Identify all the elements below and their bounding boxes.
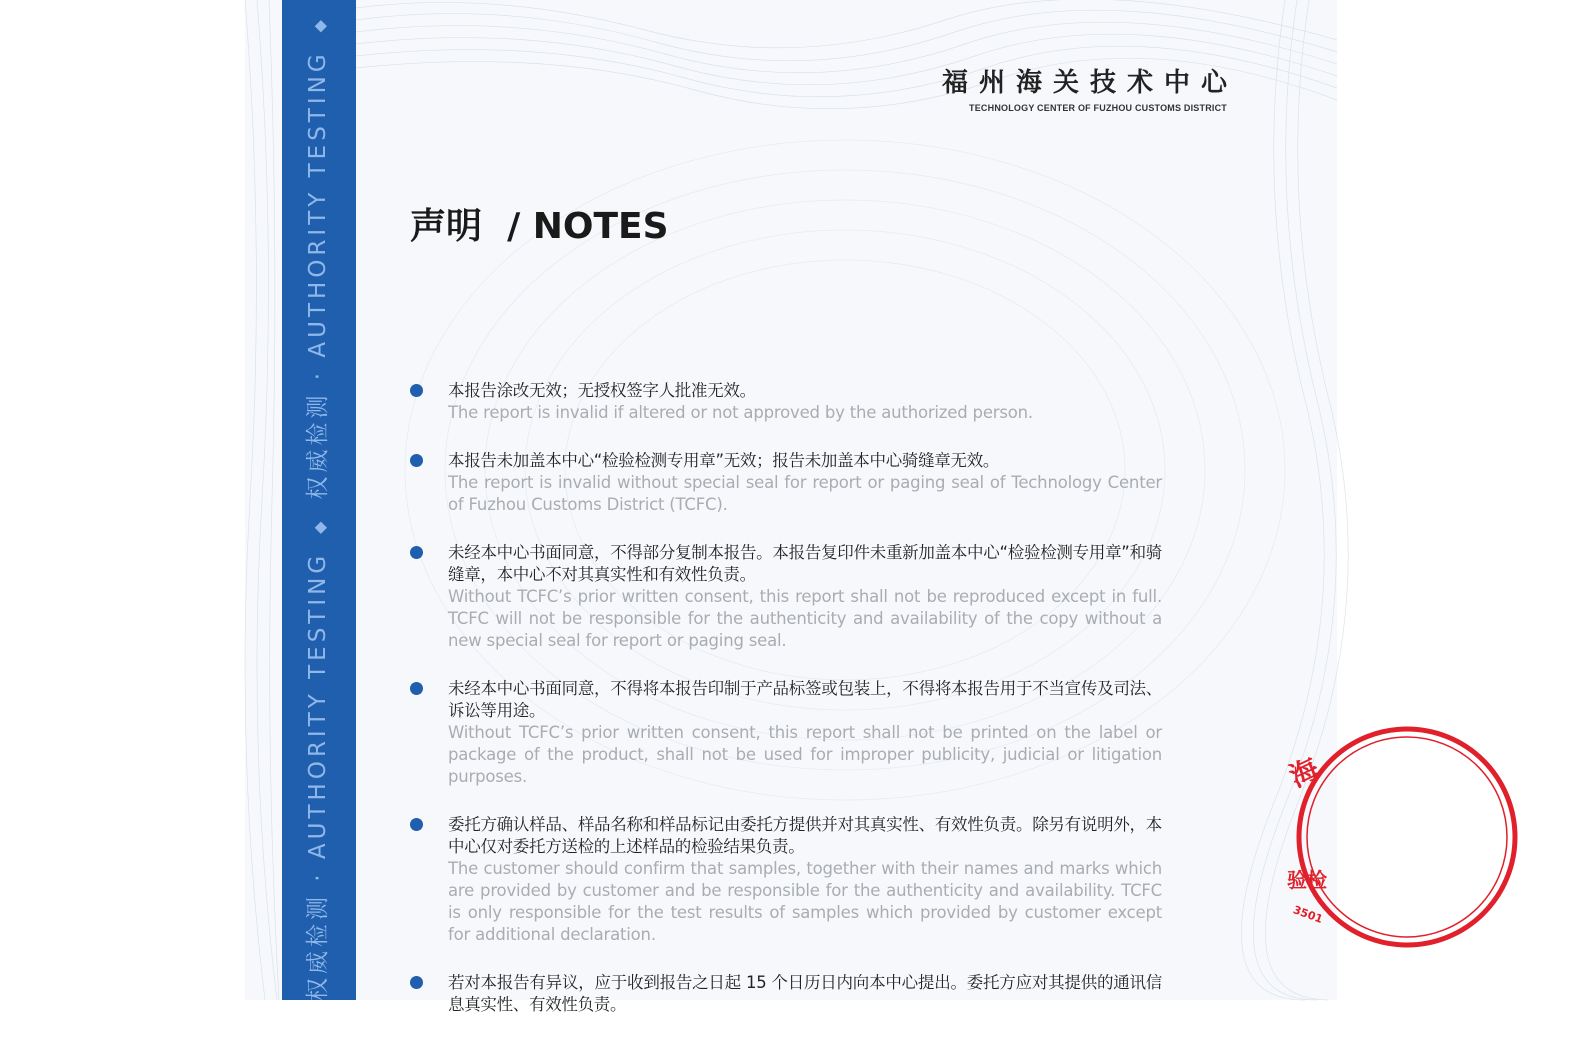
org-logo: [941, 62, 1238, 113]
report-notes-page: [245, 0, 1337, 1014]
note-text-en: The report is invalid without special seal for report or paging seal of Technology Center of Fuzhou Customs District (TCFC).: [448, 473, 1162, 514]
seal-text-mid: 验检: [1287, 868, 1327, 892]
note-text-en: The customer should confirm that samples, together with their names and marks which are provided by customer and be responsible for the authenticity and availability. TCFC is only responsible for the test results of samples which provided by customer except for additional declaration.: [448, 859, 1162, 944]
note-item: [410, 814, 1162, 946]
page-title: 声明 / NOTES: [410, 206, 669, 247]
bullet-icon: [410, 976, 423, 989]
notes-list: [410, 380, 1162, 1042]
band-text: [303, 1, 335, 1001]
authority-testing-band: [282, 0, 356, 1000]
note-item: [410, 972, 1162, 1016]
band-label-1: 权威检测 · AUTHORITY TESTING: [305, 551, 331, 1001]
seal-char-top: 海: [1284, 751, 1324, 794]
note-text-cn: 本报告涂改无效；无授权签字人批准无效。: [448, 381, 756, 400]
org-name-cn: 福州海关技术中心: [941, 68, 1238, 98]
note-text-cn: 委托方确认样品、样品名称和样品标记由委托方提供并对其真实性、有效性负责。除另有说明外，本中心仅对委托方送检的上述样品的检验结果负责。: [448, 815, 1162, 856]
note-item: [410, 678, 1162, 788]
note-text-cn: 若对本报告有异议，应于收到报告之日起 15 个日历日内向本中心提出。委托方应对其提供的通讯信息真实性、有效性负责。: [448, 973, 1162, 1014]
note-text-en: Without TCFC’s prior written consent, this report shall not be printed on the label or package of the product, shall not be used for improper publicity, judicial or litigation purposes.: [448, 723, 1162, 786]
band-label-2: 权威检测 · AUTHORITY TESTING: [305, 50, 331, 500]
bullet-icon: [410, 818, 423, 831]
bullet-icon: [410, 454, 423, 467]
note-text-cn: 未经本中心书面同意，不得将本报告印制于产品标签或包装上，不得将本报告用于不当宣传及司法、诉讼等用途。: [448, 679, 1162, 720]
note-text-cn: 未经本中心书面同意，不得部分复制本报告。本报告复印件未重新加盖本中心“检验检测专用章”和骑缝章，本中心不对其真实性和有效性负责。: [448, 543, 1162, 584]
official-seal: [1284, 725, 1337, 950]
note-item: [410, 380, 1162, 424]
bullet-icon: [410, 682, 423, 695]
diamond-icon: ◆: [310, 16, 329, 33]
org-name-en: TECHNOLOGY CENTER OF FUZHOU CUSTOMS DISTRICT: [969, 103, 1227, 113]
bullet-icon: [410, 384, 423, 397]
note-text-cn: 本报告未加盖本中心“检验检测专用章”无效；报告未加盖本中心骑缝章无效。: [448, 451, 1000, 470]
note-text-en: The report is invalid if altered or not approved by the authorized person.: [448, 403, 1033, 422]
note-item: [410, 542, 1162, 652]
diamond-icon: ◆: [310, 517, 329, 534]
seal-number: 3501: [1291, 903, 1325, 926]
bullet-icon: [410, 546, 423, 559]
note-text-en: Without TCFC’s prior written consent, this report shall not be reproduced except in full. TCFC will not be responsible for the authenticity and availability of the copy without a new special seal for report or paging seal.: [448, 587, 1162, 650]
note-item: [410, 450, 1162, 516]
